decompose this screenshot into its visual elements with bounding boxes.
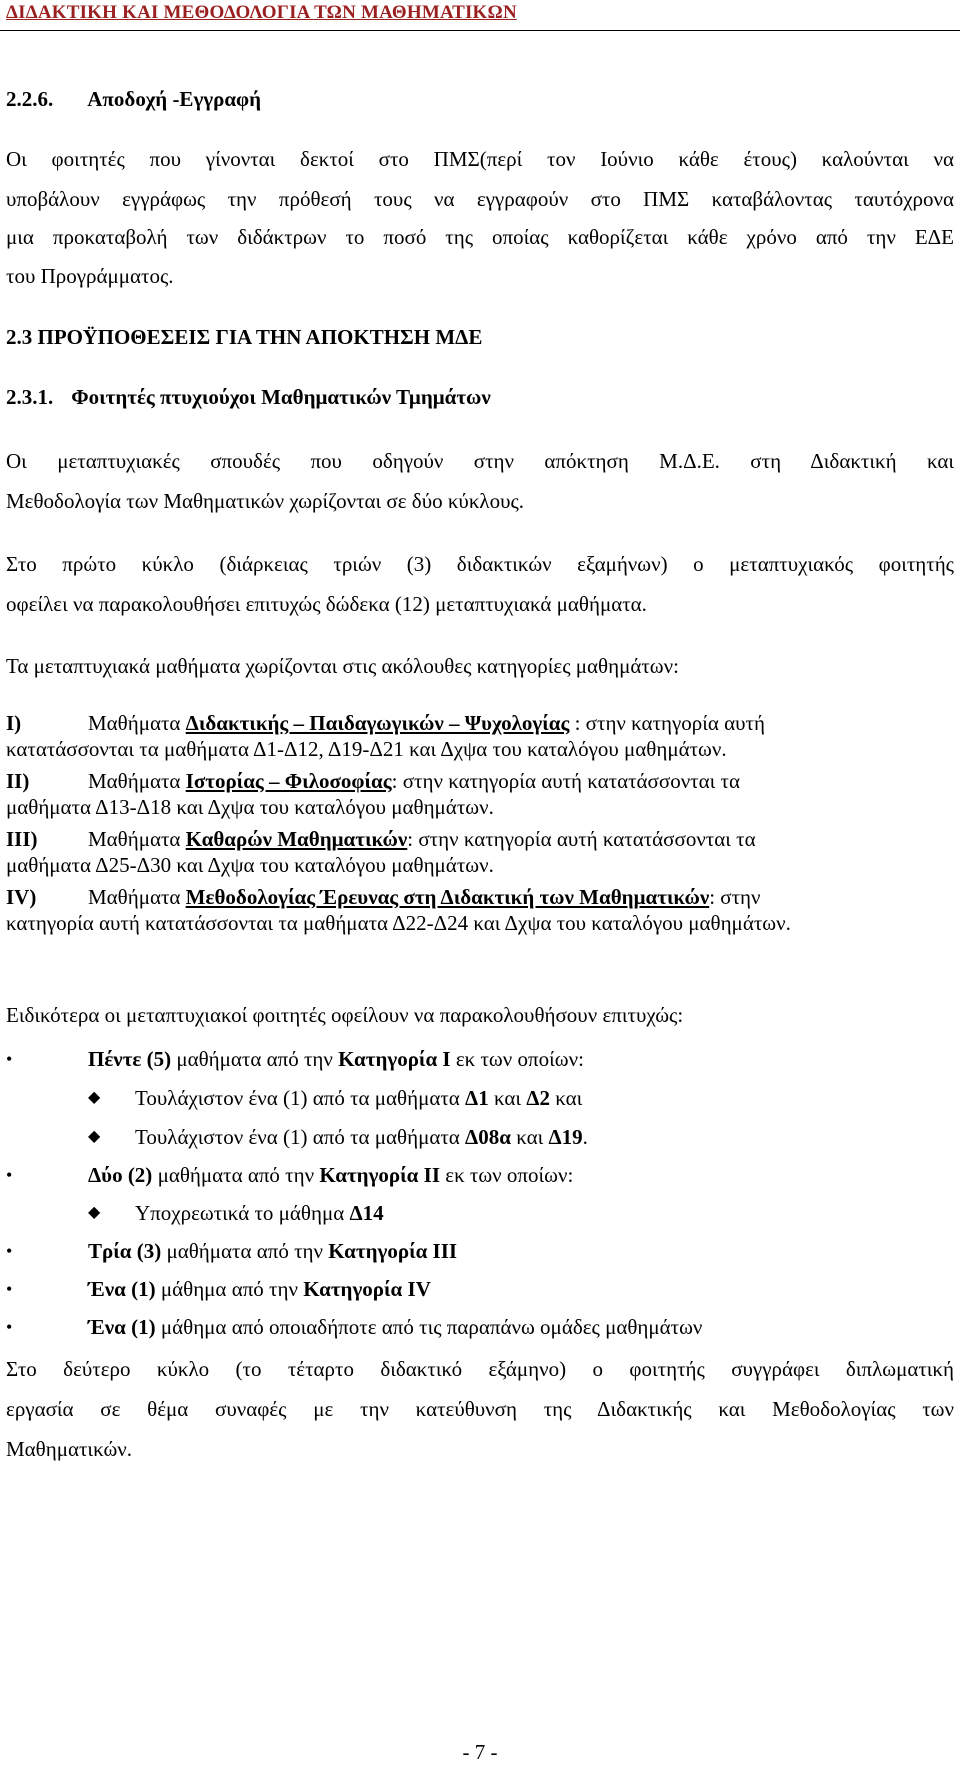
paragraph-line: Οι μεταπτυχιακές σπουδές που οδηγούν στην απόκτηση Μ.Δ.Ε. στη Διδακτική και bbox=[6, 449, 954, 473]
sub-list-item: Τουλάχιστον ένα (1) από τα μαθήματα Δ1 και Δ2 και bbox=[135, 1086, 583, 1110]
paragraph-line: Οι φοιτητές που γίνονται δεκτοί στο ΠΜΣ(περί τον Ιούνιο κάθε έτους) καλούνται να bbox=[6, 147, 954, 171]
category-label: ΙΙ) bbox=[6, 769, 30, 793]
list-item: Ένα (1) μάθημα από οποιαδήποτε από τις παραπάνω ομάδες μαθημάτων bbox=[88, 1315, 703, 1339]
category-label: Ι) bbox=[6, 711, 22, 735]
header-rule bbox=[0, 30, 960, 31]
category-text-cont: μαθήματα Δ13-Δ18 και Δχψα του καταλόγου μαθημάτων. bbox=[6, 795, 494, 819]
section-heading-2-2-6: 2.2.6. Αποδοχή -Εγγραφή bbox=[6, 87, 262, 111]
paragraph-line: υποβάλουν εγγράφως την πρόθεσή τους να εγγραφούν στο ΠΜΣ καταβάλοντας ταυτόχρονα bbox=[6, 187, 954, 211]
sub-list-item: Υποχρεωτικά το μάθημα Δ14 bbox=[135, 1201, 384, 1225]
category-text-cont: κατηγορία αυτή κατατάσσονται τα μαθήματα Δ22-Δ24 και Δχψα του καταλόγου μαθημάτων. bbox=[6, 911, 791, 935]
paragraph-line: Μεθοδολογία των Μαθηματικών χωρίζονται σε δύο κύκλους. bbox=[6, 489, 525, 513]
list-item: Ένα (1) μάθημα από την Κατηγορία ΙV bbox=[88, 1277, 431, 1301]
page-number: - 7 - bbox=[462, 1740, 498, 1764]
paragraph-line: οφείλει να παρακολουθήσει επιτυχώς δώδεκα (12) μεταπτυχιακά μαθήματα. bbox=[6, 592, 647, 616]
category-text: Μαθήματα Διδακτικής – Παιδαγωγικών – Ψυχολογίας : στην κατηγορία αυτή bbox=[88, 711, 765, 735]
paragraph-line: Μαθηματικών. bbox=[6, 1437, 133, 1461]
paragraph-line: μια προκαταβολή των διδάκτρων το ποσό της οποίας καθορίζεται κάθε χρόνο από την ΕΔΕ bbox=[6, 225, 954, 249]
category-text: Μαθήματα Καθαρών Μαθηματικών: στην κατηγορία αυτή κατατάσσονται τα bbox=[88, 827, 756, 851]
paragraph-line: εργασία σε θέμα συναφές με την κατεύθυνση της Διδακτικής και Μεθοδολογίας των bbox=[6, 1397, 954, 1421]
bullet-icon: • bbox=[6, 1049, 13, 1069]
paragraph-line: Στο πρώτο κύκλο (διάρκειας τριών (3) διδακτικών εξαμήνων) ο μεταπτυχιακός φοιτητής bbox=[6, 552, 954, 576]
paragraph-line: Στο δεύτερο κύκλο (το τέταρτο διδακτικό εξάμηνο) ο φοιτητής συγγράφει διπλωματική bbox=[6, 1357, 954, 1381]
running-header: ΔΙΔΑΚΤΙΚΗ ΚΑΙ ΜΕΘΟΔΟΛΟΓΙΑ ΤΩΝ ΜΑΘΗΜΑΤΙΚΩΝ bbox=[6, 2, 517, 23]
category-text-cont: μαθήματα Δ25-Δ30 και Δχψα του καταλόγου μαθημάτων. bbox=[6, 853, 494, 877]
diamond-bullet-icon: ◆ bbox=[88, 1128, 101, 1145]
diamond-bullet-icon: ◆ bbox=[88, 1089, 101, 1106]
sub-list-item: Τουλάχιστον ένα (1) από τα μαθήματα Δ08α και Δ19. bbox=[135, 1125, 588, 1149]
list-item: Πέντε (5) μαθήματα από την Κατηγορία Ι εκ των οποίων: bbox=[88, 1047, 584, 1071]
category-label: ΙV) bbox=[6, 885, 37, 909]
diamond-bullet-icon: ◆ bbox=[88, 1204, 101, 1221]
bullet-icon: • bbox=[6, 1165, 13, 1185]
section-heading-2-3: 2.3 ΠΡΟΫΠΟΘΕΣΕΙΣ ΓΙΑ ΤΗΝ ΑΠΟΚΤΗΣΗ ΜΔΕ bbox=[6, 325, 483, 349]
paragraph-line: Τα μεταπτυχιακά μαθήματα χωρίζονται στις ακόλουθες κατηγορίες μαθημάτων: bbox=[6, 654, 679, 678]
category-text-cont: κατατάσσονται τα μαθήματα Δ1-Δ12, Δ19-Δ21 και Δχψα του καταλόγου μαθημάτων. bbox=[6, 737, 727, 761]
section-heading-2-3-1: 2.3.1. Φοιτητές πτυχιούχοι Μαθηματικών Τμημάτων bbox=[6, 385, 491, 409]
paragraph-line: του Προγράμματος. bbox=[6, 264, 174, 288]
list-item: Τρία (3) μαθήματα από την Κατηγορία ΙΙΙ bbox=[88, 1239, 458, 1263]
bullet-icon: • bbox=[6, 1317, 13, 1337]
category-label: ΙΙΙ) bbox=[6, 827, 38, 851]
list-item: Δύο (2) μαθήματα από την Κατηγορία ΙΙ εκ των οποίων: bbox=[88, 1163, 574, 1187]
requirements-intro: Ειδικότερα οι μεταπτυχιακοί φοιτητές οφείλουν να παρακολουθήσουν επιτυχώς: bbox=[6, 1003, 684, 1027]
bullet-icon: • bbox=[6, 1241, 13, 1261]
bullet-icon: • bbox=[6, 1279, 13, 1299]
category-text: Μαθήματα Μεθοδολογίας Έρευνας στη Διδακτική των Μαθηματικών: στην bbox=[88, 885, 761, 909]
category-text: Μαθήματα Ιστορίας – Φιλοσοφίας: στην κατηγορία αυτή κατατάσσονται τα bbox=[88, 769, 740, 793]
